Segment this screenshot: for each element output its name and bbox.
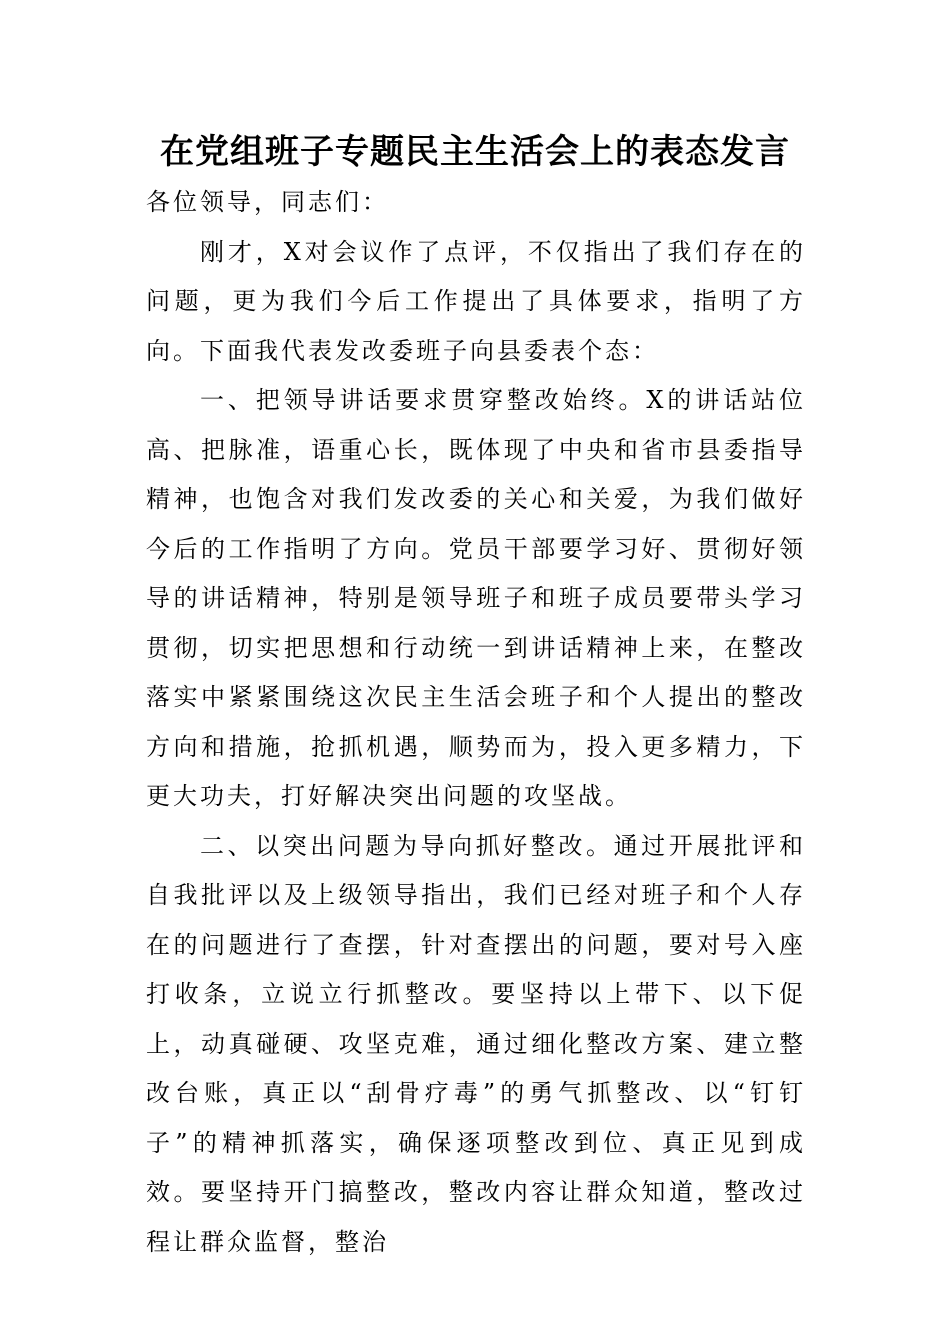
paragraph-intro: 刚才，X对会议作了点评，不仅指出了我们存在的问题，更为我们今后工作提出了具体要求，指明了方向。下面我代表发改委班子向县委表个态： — [146, 237, 806, 365]
document-title: 在党组班子专题民主生活会上的表态发言 — [160, 132, 790, 172]
paragraph-section-two: 二、以突出问题为导向抓好整改。通过开展批评和自我批评以及上级领导指出，我们已经对班子和个人存在的问题进行了查摆，针对查摆出的问题，要对号入座打收条，立说立行抓整改。要坚持以上带下、以下促上，动真碰硬、攻坚克难，通过细化整改方案、建立整改台账，真正以“刮骨疗毒”的勇气抓整改、以“钉钉子”的精神抓落实，确保逐项整改到位、真正见到成效。要坚持开门搞整改，整改内容让群众知道，整改过程让群众监督，整治 — [146, 831, 806, 1256]
document-body — [146, 178, 806, 1267]
paragraph-section-one: 一、把领导讲话要求贯穿整改始终。X的讲话站位高、把脉准，语重心长，既体现了中央和省市县委指导精神，也饱含对我们发改委的关心和关爱，为我们做好今后的工作指明了方向。党员干部要学习好、贯彻好领导的讲话精神，特别是领导班子和班子成员要带头学习贯彻，切实把思想和行动统一到讲话精神上来，在整改落实中紧紧围绕这次民主生活会班子和个人提出的整改方向和措施，抢抓机遇，顺势而为，投入更多精力，下更大功夫，打好解决突出问题的攻坚战。 — [146, 386, 806, 810]
salutation: 各位领导，同志们： — [146, 188, 389, 216]
